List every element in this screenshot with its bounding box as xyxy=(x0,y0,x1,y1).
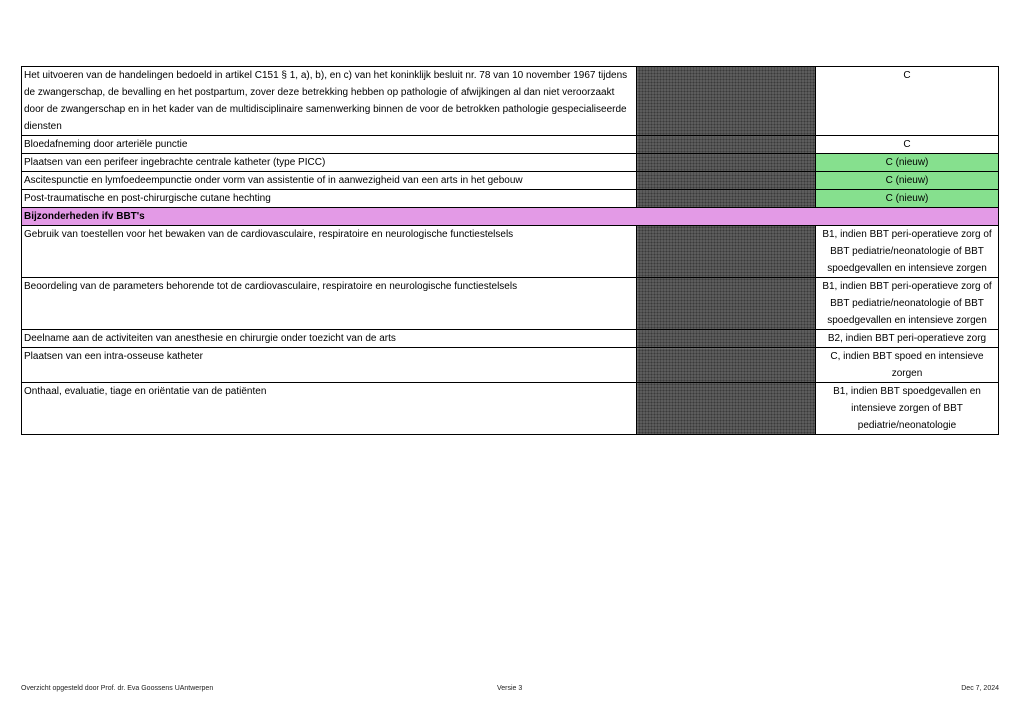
footer-author: Overzicht opgesteld door Prof. dr. Eva Goossens UAntwerpen xyxy=(21,685,214,692)
table-row xyxy=(22,172,999,190)
row-value: C xyxy=(816,67,999,136)
row-description: Onthaal, evaluatie, tiage en oriëntatie van de patiënten xyxy=(22,383,637,435)
row-description: Het uitvoeren van de handelingen bedoeld in artikel C151 § 1, a), b), en c) van het koninklijk besluit nr. 78 van 10 november 1967 tijdens de zwangerschap, de bevalling en het postpartum, zover deze betrekking hebben op pathologie of afwijkingen al dan niet veroorzaakt door de zwangerschap en in het kader van de multidisciplinaire samenwerking binnen de voor de betrokken pathologie gespecialiseerde diensten xyxy=(22,67,637,136)
hatched-cell xyxy=(637,348,816,383)
table-row xyxy=(22,190,999,208)
row-description: Plaatsen van een perifeer ingebrachte centrale katheter (type PICC) xyxy=(22,154,637,172)
hatched-cell xyxy=(637,226,816,278)
row-description: Deelname aan de activiteiten van anesthesie en chirurgie onder toezicht van de arts xyxy=(22,330,637,348)
footer-date: Dec 7, 2024 xyxy=(961,685,999,692)
row-description: Beoordeling van de parameters behorende tot de cardiovasculaire, respiratoire en neurologische functiestelsels xyxy=(22,278,637,330)
hatched-cell xyxy=(637,330,816,348)
row-description: Bloedafneming door arteriële punctie xyxy=(22,136,637,154)
table-row xyxy=(22,348,999,383)
hatched-cell xyxy=(637,172,816,190)
row-value-new: C (nieuw) xyxy=(816,190,999,208)
table-row xyxy=(22,226,999,278)
row-value: B1, indien BBT peri-operatieve zorg of BBT pediatrie/neonatologie of BBT spoedgevallen en intensieve zorgen xyxy=(816,278,999,330)
row-description: Ascitespunctie en lymfoedeempunctie onder vorm van assistentie of in aanwezigheid van een arts in het gebouw xyxy=(22,172,637,190)
table-row xyxy=(22,383,999,435)
row-description: Post-traumatische en post-chirurgische cutane hechting xyxy=(22,190,637,208)
hatched-cell xyxy=(637,278,816,330)
row-description: Gebruik van toestellen voor het bewaken van de cardiovasculaire, respiratoire en neurologische functiestelsels xyxy=(22,226,637,278)
section-header-row xyxy=(22,208,999,226)
section-title: Bijzonderheden ifv BBT's xyxy=(22,208,999,226)
hatched-cell xyxy=(637,136,816,154)
table-row xyxy=(22,154,999,172)
row-value: B1, indien BBT peri-operatieve zorg of BBT pediatrie/neonatologie of BBT spoedgevallen en intensieve zorgen xyxy=(816,226,999,278)
table-row xyxy=(22,136,999,154)
competency-table xyxy=(21,66,999,435)
table-row xyxy=(22,278,999,330)
table-row xyxy=(22,67,999,136)
row-value: C xyxy=(816,136,999,154)
hatched-cell xyxy=(637,383,816,435)
footer-version: Versie 3 xyxy=(497,685,523,692)
row-value: B1, indien BBT spoedgevallen en intensieve zorgen of BBT pediatrie/neonatologie xyxy=(816,383,999,435)
hatched-cell xyxy=(637,67,816,136)
row-value-new: C (nieuw) xyxy=(816,172,999,190)
row-value: C, indien BBT spoed en intensieve zorgen xyxy=(816,348,999,383)
table-row xyxy=(22,330,999,348)
hatched-cell xyxy=(637,190,816,208)
row-description: Plaatsen van een intra-osseuse katheter xyxy=(22,348,637,383)
row-value-new: C (nieuw) xyxy=(816,154,999,172)
hatched-cell xyxy=(637,154,816,172)
row-value: B2, indien BBT peri-operatieve zorg xyxy=(816,330,999,348)
